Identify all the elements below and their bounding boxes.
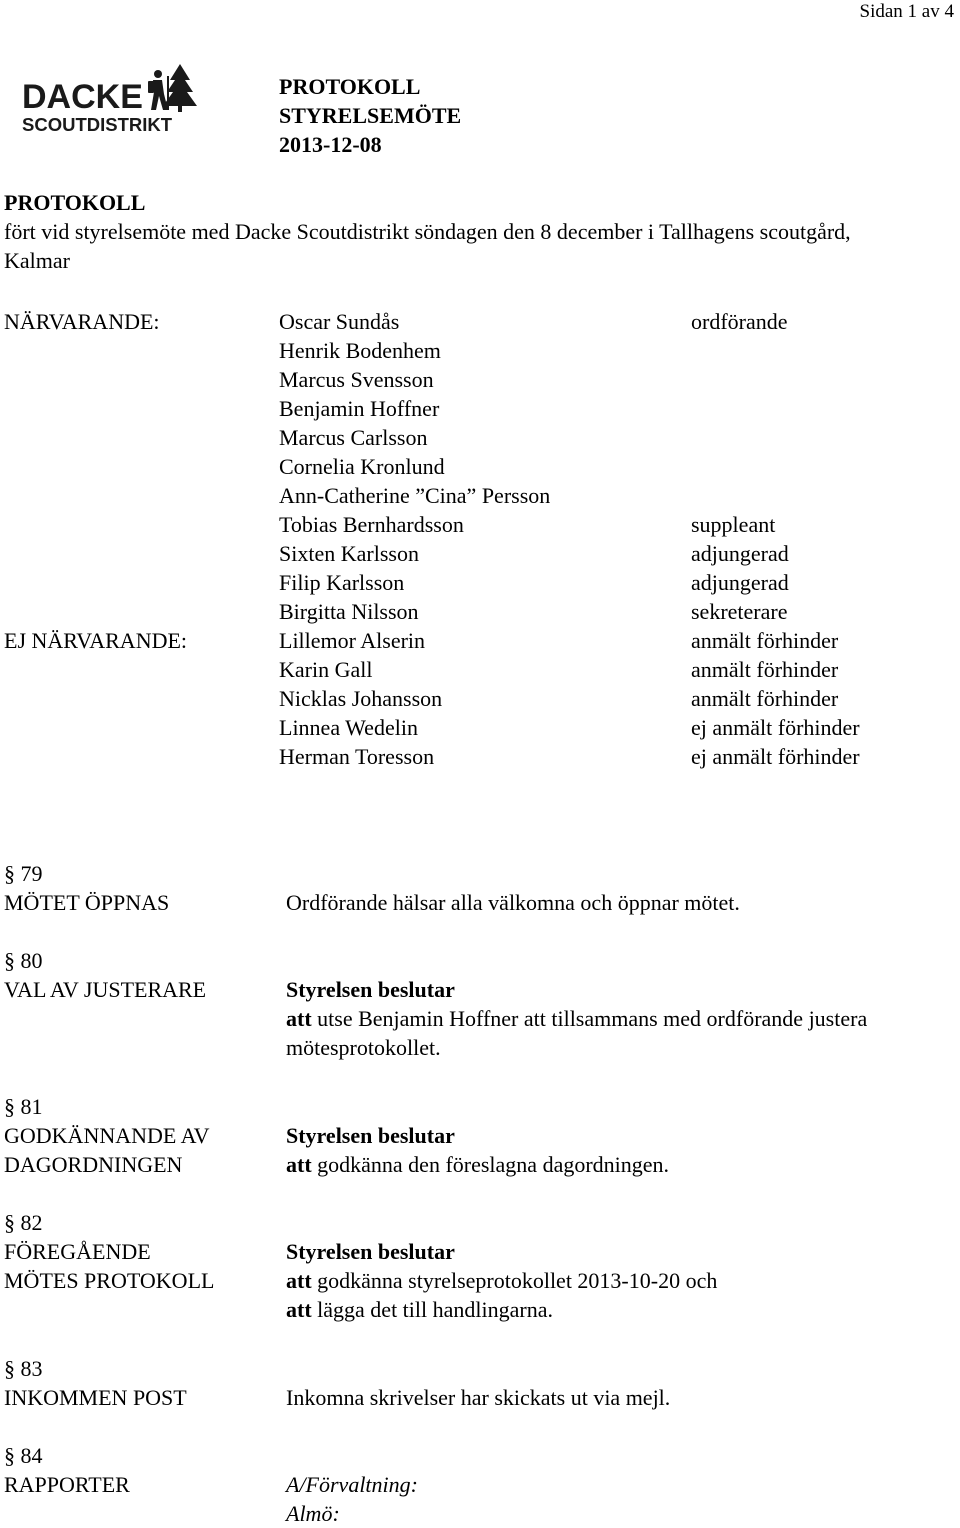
hiker-icon	[148, 70, 169, 110]
section-80-decision: Styrelsen beslutar	[286, 977, 455, 1002]
section-80-number: § 80	[4, 948, 43, 973]
page-number: Sidan 1 av 4	[859, 1, 954, 22]
intro	[4, 188, 904, 275]
absent-name: Nicklas Johansson	[279, 686, 443, 711]
section-82-title-line2: MÖTES PROTOKOLL	[4, 1268, 215, 1293]
section-79-body: Ordförande hälsar alla välkomna och öppnar mötet.	[286, 890, 740, 915]
present-name: Benjamin Hoffner	[279, 396, 440, 421]
header-line-date: 2013-12-08	[279, 132, 382, 157]
section-80-text	[286, 1004, 956, 1062]
present-name: Marcus Svensson	[279, 367, 434, 392]
present-name: Ann-Catherine ”Cina” Persson	[279, 483, 551, 508]
logo-text-scoutdistrikt: SCOUTDISTRIKT	[22, 114, 173, 134]
dacke-scoutdistrikt-logo	[22, 62, 197, 134]
absent-name: Linnea Wedelin	[279, 715, 418, 740]
present-name: Henrik Bodenhem	[279, 338, 441, 363]
section-79-title: MÖTET ÖPPNAS	[4, 890, 170, 915]
header-line-styrelsemote: STYRELSEMÖTE	[279, 103, 462, 128]
present-name: Birgitta Nilsson	[279, 599, 419, 624]
section-84-item-forvaltning: A/Förvaltning:	[286, 1472, 418, 1497]
att-keyword: att	[286, 1297, 312, 1322]
section-84-title: RAPPORTER	[4, 1472, 130, 1497]
section-81-title-line1: GODKÄNNANDE AV	[4, 1123, 210, 1148]
header-line-protokoll: PROTOKOLL	[279, 74, 421, 99]
section-82-text-1	[286, 1266, 956, 1295]
att-keyword: att	[286, 1268, 312, 1293]
section-82-number: § 82	[4, 1210, 43, 1235]
intro-text: fört vid styrelsemöte med Dacke Scoutdistrikt söndagen den 8 december i Tallhagens scoutgård, Kalmar	[4, 219, 851, 273]
section-83-body: Inkomna skrivelser har skickats ut via mejl.	[286, 1385, 671, 1410]
intro-heading: PROTOKOLL	[4, 190, 146, 215]
section-80-text-body: utse Benjamin Hoffner att tillsammans med ordförande justera mötesprotokollet.	[286, 1006, 868, 1060]
absent-role: ej anmält förhinder	[691, 715, 860, 740]
absent-role: anmält förhinder	[691, 628, 839, 653]
section-81-number: § 81	[4, 1094, 43, 1119]
present-role: ordförande	[691, 309, 788, 334]
absent-name: Karin Gall	[279, 657, 373, 682]
present-role: adjungerad	[691, 570, 789, 595]
section-83-title: INKOMMEN POST	[4, 1385, 187, 1410]
header-title	[279, 72, 461, 159]
section-83-number: § 83	[4, 1356, 43, 1381]
att-keyword: att	[286, 1152, 312, 1177]
section-79-number: § 79	[4, 861, 43, 886]
section-81-text-body: godkänna den föreslagna dagordningen.	[311, 1152, 670, 1177]
section-80-title: VAL AV JUSTERARE	[4, 977, 207, 1002]
present-name: Oscar Sundås	[279, 309, 400, 334]
att-keyword: att	[286, 1006, 312, 1031]
absent-name: Herman Toresson	[279, 744, 435, 769]
section-82-text-body-2: lägga det till handlingarna.	[311, 1297, 553, 1322]
section-84-number: § 84	[4, 1443, 43, 1468]
present-role: suppleant	[691, 512, 776, 537]
present-name: Marcus Carlsson	[279, 425, 428, 450]
section-81-title-line2: DAGORDNINGEN	[4, 1152, 183, 1177]
section-81-body	[286, 1121, 956, 1179]
present-label: NÄRVARANDE:	[4, 309, 160, 334]
section-80-body	[286, 975, 956, 1062]
present-name: Sixten Karlsson	[279, 541, 419, 566]
section-84-item-almo: Almö:	[286, 1501, 340, 1526]
section-81-decision: Styrelsen beslutar	[286, 1123, 455, 1148]
present-role: adjungerad	[691, 541, 789, 566]
present-name: Tobias Bernhardsson	[279, 512, 464, 537]
section-84-body	[286, 1470, 956, 1528]
section-81-text	[286, 1150, 956, 1179]
section-82-text-body-1: godkänna styrelseprotokollet 2013-10-20 och	[311, 1268, 718, 1293]
section-82-text-2	[286, 1295, 956, 1324]
absent-label: EJ NÄRVARANDE:	[4, 628, 188, 653]
section-82-decision: Styrelsen beslutar	[286, 1239, 455, 1264]
present-role: sekreterare	[691, 599, 788, 624]
section-82-body	[286, 1237, 956, 1324]
section-82-title-line1: FÖREGÅENDE	[4, 1239, 151, 1264]
absent-role: anmält förhinder	[691, 657, 839, 682]
logo-text-dacke: DACKE	[22, 78, 143, 116]
absent-name: Lillemor Alserin	[279, 628, 426, 653]
present-name: Filip Karlsson	[279, 570, 405, 595]
absent-role: anmält förhinder	[691, 686, 839, 711]
absent-role: ej anmält förhinder	[691, 744, 860, 769]
present-name: Cornelia Kronlund	[279, 454, 445, 479]
